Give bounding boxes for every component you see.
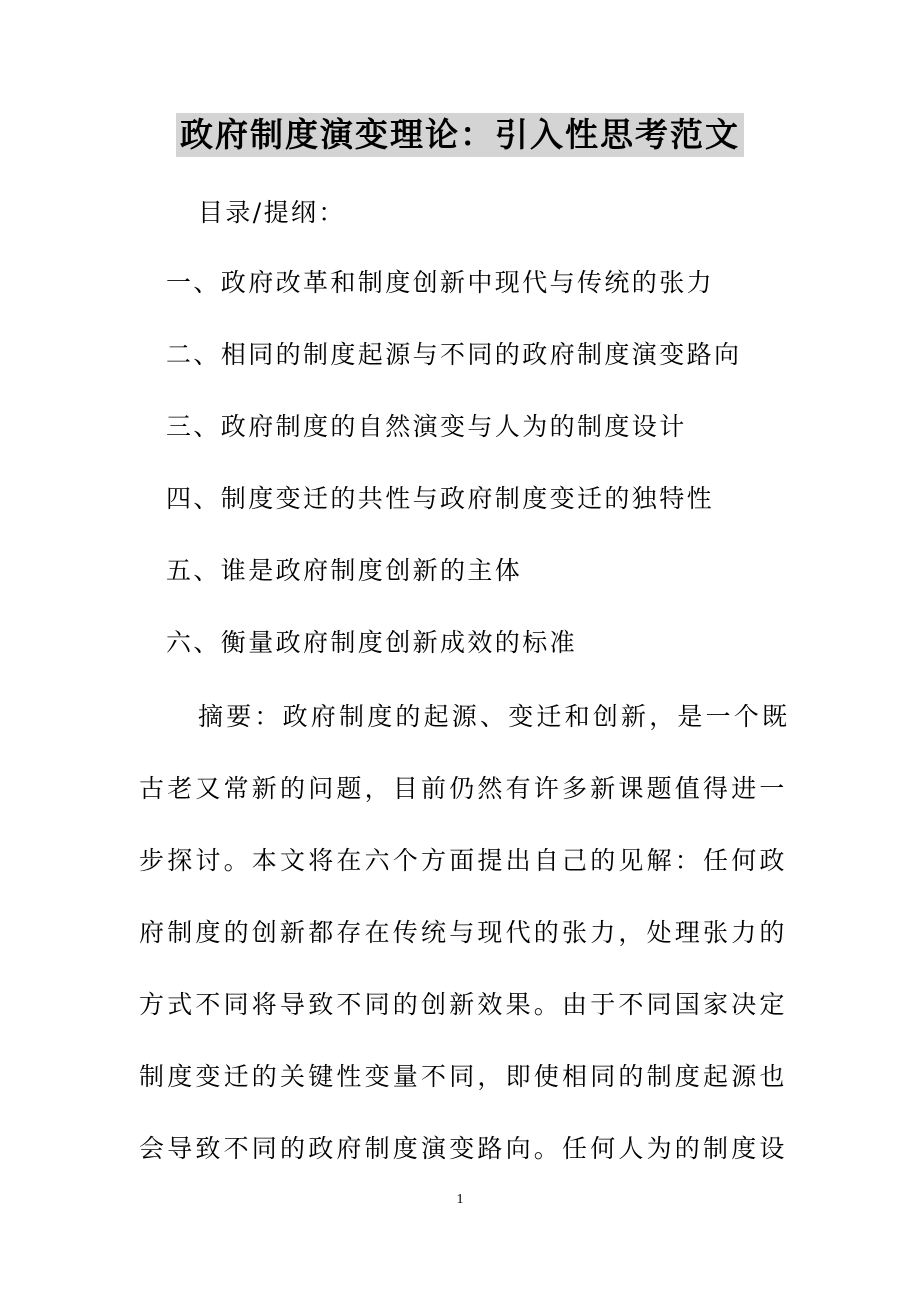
toc-item: 六、衡量政府制度创新成效的标准 [166,628,578,657]
document-title: 政府制度演变理论：引入性思考范文 [176,113,744,157]
abstract-line: 摘要：政府制度的起源、变迁和创新，是一个既 [198,702,791,731]
title-container [0,113,920,157]
page-number: 1 [456,1192,464,1207]
abstract-line: 府制度的创新都存在传统与现代的张力，处理张力的 [139,918,788,947]
abstract-line: 会导致不同的政府制度演变路向。任何人为的制度设 [139,1134,788,1163]
abstract-line: 步探讨。本文将在六个方面提出自己的见解：任何政 [139,846,788,875]
toc-item: 三、政府制度的自然演变与人为的制度设计 [166,412,687,441]
toc-label: 目录/提纲： [198,198,346,227]
abstract-line: 古老又常新的问题，目前仍然有许多新课题值得进一 [139,774,788,803]
toc-item: 二、相同的制度起源与不同的政府制度演变路向 [166,340,742,369]
abstract-line: 方式不同将导致不同的创新效果。由于不同国家决定 [139,990,788,1019]
toc-item: 四、制度变迁的共性与政府制度变迁的独特性 [166,484,715,513]
abstract-line: 制度变迁的关键性变量不同，即使相同的制度起源也 [139,1062,788,1091]
toc-item: 五、谁是政府制度创新的主体 [166,556,523,585]
toc-item: 一、政府改革和制度创新中现代与传统的张力 [166,268,715,297]
